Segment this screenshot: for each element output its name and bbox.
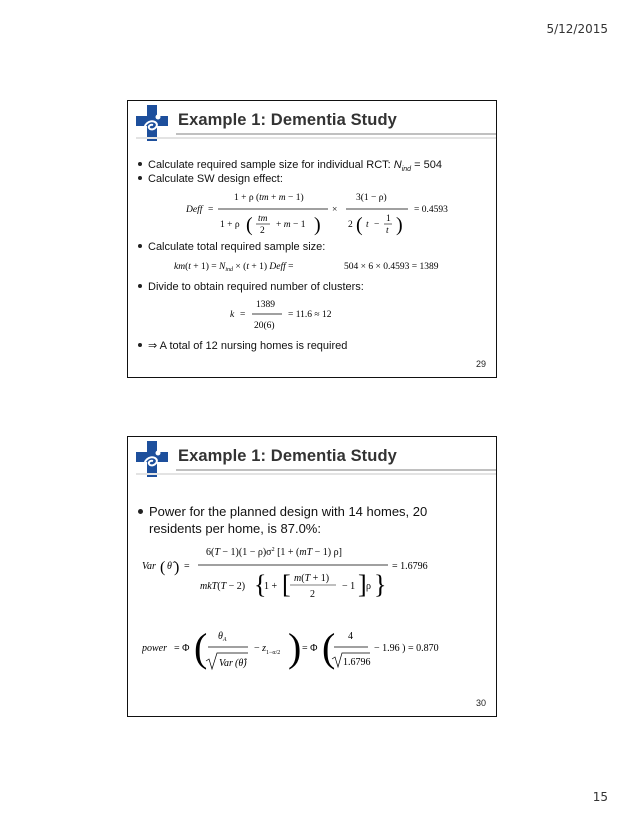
- svg-text:ρ: ρ: [366, 581, 371, 592]
- svg-text:{: {: [254, 570, 267, 599]
- n-subscript: ind: [401, 166, 412, 174]
- bullet-dot-icon: [138, 343, 142, 347]
- bullet-item: [138, 503, 427, 537]
- bullet-text-line2: residents per home, is 87.0%:: [149, 521, 321, 536]
- svg-text:Var: Var: [219, 658, 233, 669]
- svg-text:θ̂: θ̂: [167, 561, 172, 572]
- svg-text:1: 1: [386, 214, 391, 224]
- title-divider: [176, 133, 496, 135]
- k-result: = 11.6 ≈ 12: [288, 310, 332, 320]
- svg-text:): ): [174, 559, 180, 576]
- svg-text:(: (: [160, 559, 166, 576]
- variance-equation: [142, 541, 492, 613]
- svg-text:}: }: [374, 570, 387, 599]
- svg-text:t: t: [386, 226, 389, 236]
- power-result: − 1.96 ) = 0.870: [374, 643, 439, 654]
- cross-logo-icon: [136, 105, 168, 141]
- slide-30: [127, 436, 497, 717]
- svg-text:]: ]: [358, 570, 367, 599]
- variance-result: = 1.6796: [392, 561, 428, 572]
- title-divider: [176, 469, 496, 471]
- page-number: 15: [592, 790, 608, 804]
- slide-title: Example 1: Dementia Study: [178, 447, 397, 465]
- k-denominator: 20(6): [254, 321, 275, 331]
- slide-number: 29: [475, 359, 486, 369]
- bullet-text: Divide to obtain required number of clusters:: [148, 281, 364, 293]
- bullet-dot-icon: [138, 176, 142, 180]
- bullet-item: [138, 173, 283, 185]
- slide-number: 30: [475, 698, 486, 708]
- bullet-dot-icon: [138, 244, 142, 248]
- bullet-text: Calculate SW design effect:: [148, 173, 283, 185]
- deff-result: = 0.4593: [414, 205, 448, 215]
- page-date: 5/12/2015: [546, 22, 608, 36]
- bullet-text: Calculate required sample size for individual RCT:: [148, 159, 394, 171]
- svg-text:power: power: [142, 643, 167, 654]
- bullet-dot-icon: [138, 509, 143, 514]
- svg-text:= Φ: = Φ: [302, 643, 318, 654]
- bullet-text: ⇒ A total of 12 nursing homes is required: [148, 340, 348, 352]
- bullet-item: [138, 241, 325, 253]
- svg-text:=: =: [184, 561, 190, 572]
- svg-text:−: −: [374, 220, 380, 230]
- svg-text:2: 2: [260, 226, 265, 236]
- svg-text:×: ×: [332, 205, 338, 215]
- svg-text:(: (: [194, 625, 208, 670]
- bullet-dot-icon: [138, 284, 142, 288]
- title-divider-shadow: [136, 473, 496, 475]
- svg-text:k: k: [230, 310, 235, 320]
- svg-text:= Φ: = Φ: [174, 643, 190, 654]
- svg-text:1 +: 1 +: [264, 581, 278, 592]
- bullet-dot-icon: [138, 162, 142, 166]
- svg-text:km(t + 1) = Nind × (t + 1) Def: $km(t + 1) = N_{ind} \times (t + 1)$ Deff =: [174, 262, 294, 273]
- svg-text:): ): [314, 214, 321, 236]
- svg-text:(: (: [246, 214, 253, 236]
- svg-text:− z1−α/2: − $z_{1-\alpha/2}$: [254, 643, 281, 656]
- svg-text:=: =: [240, 310, 246, 320]
- clusters-equation: [230, 295, 410, 337]
- bullet-value: = 504: [411, 159, 442, 171]
- svg-text:2: 2: [310, 589, 315, 600]
- bullet-item: [138, 339, 347, 352]
- svg-text:6(T − 1)(1 − ρ)σ2 [1 + (mT − 1: $6(T - 1)(1 - \rho)\sigma^2$ [1 + (mT − 1) ρ]: [206, 547, 342, 558]
- svg-text:mkT(T − 2): mkT(T − 2): [200, 581, 246, 592]
- svg-text:(: (: [322, 625, 336, 670]
- svg-text:1 + ρ: 1 + ρ: [220, 220, 240, 230]
- slide-title: Example 1: Dementia Study: [178, 111, 397, 129]
- title-divider-shadow: [136, 137, 496, 139]
- svg-text:m(T + 1): m(T + 1): [294, 573, 330, 584]
- power-equation: [142, 621, 492, 687]
- svg-text:): ): [396, 214, 403, 236]
- svg-text:1 + ρ (tm + m − 1): 1 + ρ (tm + m − 1): [234, 193, 304, 203]
- n-variable: N: [393, 159, 402, 171]
- total-sample-result: 504 × 6 × 0.4593 = 1389: [344, 262, 439, 272]
- power-denominator: 1.6796: [343, 657, 371, 668]
- svg-text:[: [: [282, 570, 291, 599]
- svg-text:− 1: − 1: [342, 581, 356, 592]
- deff-equation: [186, 187, 486, 239]
- slide-29: [127, 100, 497, 378]
- bullet-text-line1: Power for the planned design with 14 homes, 20: [149, 504, 428, 519]
- svg-text:(θ̂): (θ̂): [235, 658, 247, 669]
- bullet-text: Calculate total required sample size:: [148, 241, 326, 253]
- svg-text:Deff: Deff: [186, 205, 203, 215]
- bullet-item: [138, 281, 364, 293]
- svg-text:t: t: [366, 220, 369, 230]
- k-numerator: 1389: [256, 300, 275, 310]
- cross-logo-icon: [136, 441, 168, 477]
- total-sample-equation: [174, 257, 474, 275]
- svg-text:): ): [288, 625, 302, 670]
- svg-text:2: 2: [348, 220, 353, 230]
- power-numerator: 4: [348, 631, 353, 642]
- svg-text:=: =: [208, 205, 214, 215]
- svg-text:θA: $\theta_A$: [218, 631, 227, 643]
- svg-text:tm: tm: [258, 214, 268, 224]
- svg-text:3(1 − ρ): 3(1 − ρ): [356, 193, 387, 203]
- svg-text:+ m − 1: + m − 1: [276, 220, 306, 230]
- bullet-item: [138, 159, 442, 173]
- svg-text:Var: Var: [142, 561, 156, 572]
- svg-text:(: (: [356, 214, 363, 236]
